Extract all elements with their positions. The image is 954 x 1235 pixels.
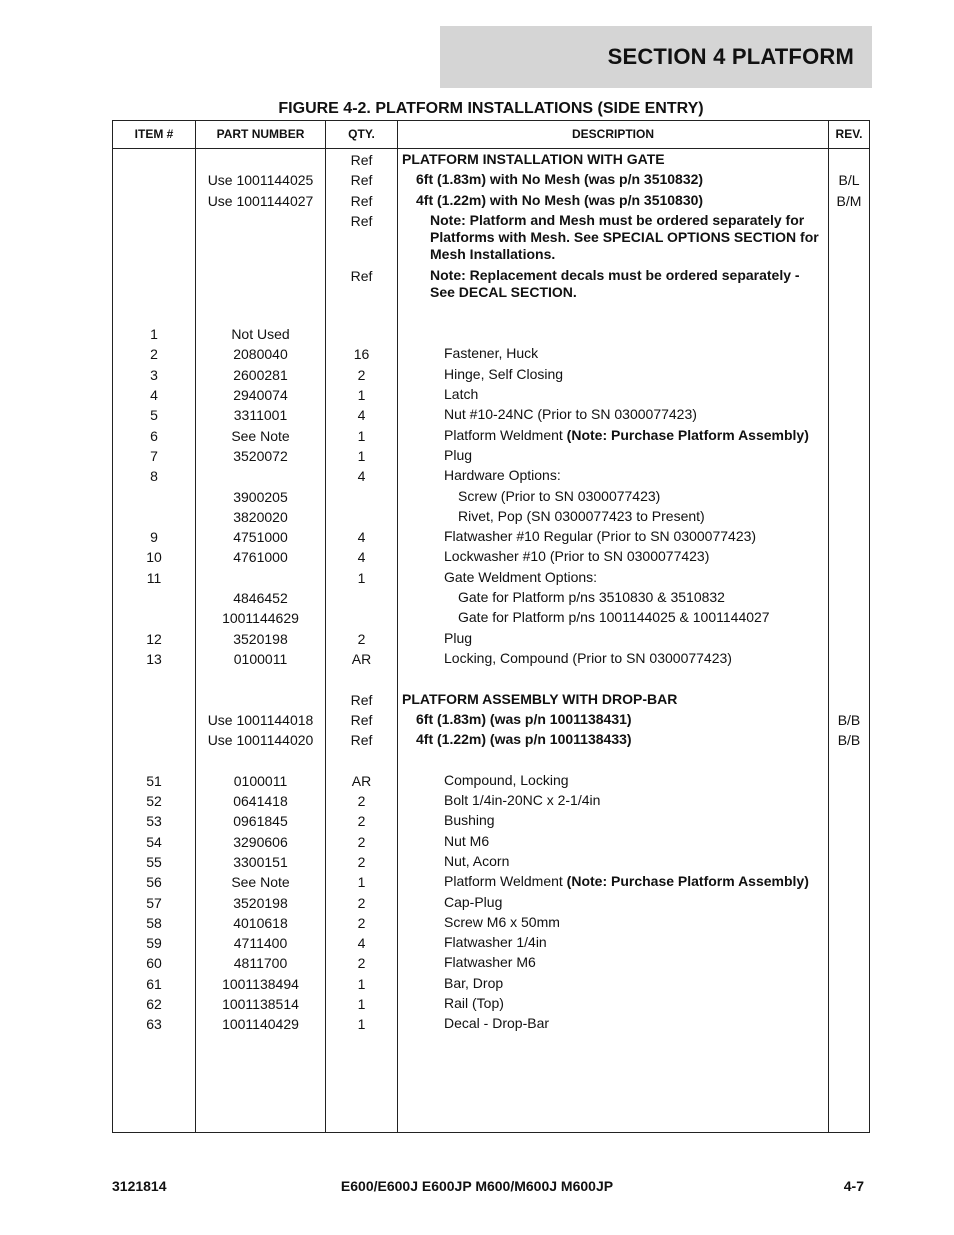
table-row — [113, 170, 869, 190]
table-row — [113, 304, 869, 324]
table-row — [113, 324, 869, 344]
description-text: Hardware Options: — [444, 467, 561, 484]
table-row — [113, 710, 869, 730]
description-text: Platform Weldment — [444, 873, 567, 890]
quantity: 2 — [357, 894, 366, 911]
description — [398, 568, 820, 586]
description-text: PLATFORM ASSEMBLY WITH DROP-BAR — [402, 690, 678, 707]
table-row — [113, 791, 869, 811]
item-number: 57 — [146, 894, 162, 911]
page-number: 4-7 — [843, 1178, 864, 1194]
description — [398, 1014, 820, 1032]
description — [398, 405, 820, 423]
part-number: 3520198 — [233, 630, 288, 647]
quantity: 2 — [357, 366, 366, 383]
description-text: Compound, Locking — [444, 771, 569, 788]
quantity: 2 — [357, 833, 366, 850]
part-number: 3290606 — [233, 833, 288, 850]
item-number: 63 — [146, 1016, 162, 1033]
description-text: Bar, Drop — [444, 974, 504, 991]
description-text: Gate Weldment Options: — [444, 568, 598, 585]
part-number: See Note — [231, 427, 290, 444]
quantity: 2 — [357, 914, 366, 931]
description-text: Platform Weldment — [444, 426, 567, 443]
description-text: Locking, Compound (Prior to SN 0300077423) — [444, 649, 732, 666]
description — [398, 211, 820, 263]
item-number: 3 — [150, 366, 158, 383]
part-number: Use 1001144025 — [207, 172, 314, 189]
quantity: Ref — [350, 711, 373, 728]
quantity: 1 — [357, 1016, 366, 1033]
description-text: Plug — [444, 446, 473, 463]
quantity: 2 — [357, 955, 366, 972]
table-row — [113, 588, 869, 608]
quantity: 1 — [357, 387, 366, 404]
quantity: Ref — [350, 192, 373, 209]
description-text: Lockwasher #10 (Prior to SN 0300077423) — [444, 548, 710, 565]
description-text: 4ft (1.22m) with No Mesh (was p/n 3510830) — [416, 191, 704, 208]
table-row — [113, 466, 869, 486]
quantity: 1 — [357, 427, 366, 444]
table-row — [113, 1014, 869, 1034]
table-row — [113, 608, 869, 628]
description — [398, 629, 820, 647]
description — [398, 487, 820, 505]
part-number: 4811700 — [233, 955, 288, 972]
part-number: 2600281 — [233, 366, 288, 383]
part-number: Use 1001144027 — [207, 192, 314, 209]
quantity: Ref — [350, 691, 373, 708]
table-row — [113, 487, 869, 507]
part-number: 4751000 — [233, 529, 288, 546]
quantity: 1 — [357, 975, 366, 992]
table-row — [113, 974, 869, 994]
section-title: SECTION 4 PLATFORM — [607, 44, 854, 69]
quantity: Ref — [350, 212, 373, 229]
parts-table — [112, 120, 870, 1133]
description-text: Nut M6 — [444, 832, 490, 849]
description — [398, 710, 820, 728]
description — [398, 933, 820, 951]
table-row — [113, 893, 869, 913]
part-number: 3311001 — [233, 407, 288, 424]
description — [398, 669, 820, 670]
part-number: 3520198 — [233, 894, 288, 911]
description-text: 4ft (1.22m) (was p/n 1001138433) — [416, 731, 632, 748]
description-text: 6ft (1.83m) with No Mesh (was p/n 3510832) — [416, 171, 704, 188]
part-number: Use 1001144018 — [207, 711, 314, 728]
part-number: 4711400 — [233, 935, 288, 952]
part-number: 0100011 — [233, 650, 288, 667]
table-row — [113, 191, 869, 211]
description — [398, 649, 820, 667]
revision: B/M — [836, 192, 862, 209]
header-divider — [113, 148, 869, 149]
quantity: 1 — [357, 569, 366, 586]
description-text: Bolt 1/4in-20NC x 2-1/4in — [444, 792, 601, 809]
section-header — [440, 26, 872, 88]
description-text: Plug — [444, 629, 473, 646]
description — [398, 832, 820, 850]
description — [398, 344, 820, 362]
quantity: 1 — [357, 447, 366, 464]
description-text: Gate for Platform p/ns 1001144025 & 1001144027 — [458, 609, 770, 626]
item-number: 4 — [150, 387, 158, 404]
table-row — [113, 405, 869, 425]
quantity: Ref — [350, 732, 373, 749]
quantity: 2 — [357, 853, 366, 870]
doc-number: 3121814 — [112, 1178, 167, 1194]
quantity: 2 — [357, 793, 366, 810]
table-row — [113, 811, 869, 831]
quantity: 4 — [357, 407, 366, 424]
part-number: 0961845 — [233, 813, 288, 830]
description-text: Decal - Drop-Bar — [444, 1015, 550, 1032]
column-header-description: DESCRIPTION — [571, 127, 654, 141]
description-text: Rail (Top) — [444, 994, 504, 1011]
item-number: 13 — [146, 650, 162, 667]
description — [398, 527, 820, 545]
quantity: 2 — [357, 813, 366, 830]
description-text: Flatwasher M6 — [444, 954, 536, 971]
part-number: 4010618 — [233, 914, 288, 931]
description — [398, 852, 820, 870]
table-row — [113, 913, 869, 933]
description — [398, 304, 820, 305]
table-row — [113, 872, 869, 892]
description-text: Fastener, Huck — [444, 345, 539, 362]
description — [398, 872, 820, 890]
description-text: 6ft (1.83m) (was p/n 1001138431) — [416, 710, 632, 727]
table-row — [113, 446, 869, 466]
part-number: 2080040 — [233, 346, 288, 363]
item-number: 51 — [146, 772, 162, 789]
table-row — [113, 426, 869, 446]
description — [398, 893, 820, 911]
item-number: 59 — [146, 935, 162, 952]
table-row — [113, 150, 869, 170]
description — [398, 750, 820, 751]
description-text: Bushing — [444, 812, 495, 829]
item-number: 5 — [150, 407, 158, 424]
part-number: 3900205 — [233, 488, 288, 505]
description — [398, 385, 820, 403]
description-text: PLATFORM INSTALLATION WITH GATE — [402, 151, 665, 167]
table-row — [113, 385, 869, 405]
part-number: 4761000 — [233, 549, 288, 566]
item-number: 1 — [150, 326, 158, 343]
table-row — [113, 832, 869, 852]
item-number: 55 — [146, 853, 162, 870]
table-row — [113, 690, 869, 710]
table-row — [113, 730, 869, 750]
part-number: Not Used — [231, 326, 290, 343]
column-header-part-number: PART NUMBER — [216, 127, 305, 141]
item-number: 53 — [146, 813, 162, 830]
description — [398, 791, 820, 809]
revision: B/B — [837, 711, 861, 728]
part-number: 0641418 — [233, 793, 288, 810]
table-row — [113, 211, 869, 266]
description-text: Flatwasher #10 Regular (Prior to SN 0300077423) — [444, 528, 757, 545]
quantity: 1 — [357, 995, 366, 1012]
description — [398, 730, 820, 748]
revision: B/B — [837, 732, 861, 749]
description — [398, 365, 820, 383]
description-text: Flatwasher 1/4in — [444, 934, 547, 951]
quantity: 4 — [357, 935, 366, 952]
description-text: Nut #10-24NC (Prior to SN 0300077423) — [444, 406, 697, 423]
model-list: E600/E600J E600JP M600/M600J M600JP — [340, 1178, 614, 1194]
description — [398, 507, 820, 525]
part-number: 1001144629 — [222, 610, 299, 627]
description-text: Cap-Plug — [444, 893, 503, 910]
table-row — [113, 629, 869, 649]
part-number: 4846452 — [233, 590, 288, 607]
quantity: Ref — [350, 267, 373, 284]
description-text: Screw (Prior to SN 0300077423) — [458, 487, 661, 504]
description-text: Screw M6 x 50mm — [444, 913, 560, 930]
revision: B/L — [838, 172, 860, 189]
quantity: AR — [351, 650, 372, 667]
quantity: 4 — [357, 468, 366, 485]
quantity: 2 — [357, 630, 366, 647]
description — [398, 547, 820, 565]
description — [398, 191, 820, 209]
description — [398, 953, 820, 971]
table-row — [113, 344, 869, 364]
item-number: 10 — [146, 549, 162, 566]
table-row — [113, 953, 869, 973]
item-number: 6 — [150, 427, 158, 444]
part-number: 3520072 — [233, 447, 288, 464]
item-number: 2 — [150, 346, 158, 363]
description — [398, 266, 820, 301]
description — [398, 150, 820, 168]
part-number: Use 1001144020 — [207, 732, 314, 749]
part-number: 0100011 — [233, 772, 288, 789]
description-text: Note: Platform and Mesh must be ordered separately for Platforms with Mesh. See SPECIAL OPTIONS SECTION for Mesh Installations. — [430, 211, 819, 262]
table-row — [113, 669, 869, 689]
table-row — [113, 568, 869, 588]
item-number: 8 — [150, 468, 158, 485]
description-text: Latch — [444, 386, 479, 403]
description — [398, 913, 820, 931]
item-number: 62 — [146, 995, 162, 1012]
quantity: Ref — [350, 172, 373, 189]
item-number: 56 — [146, 874, 162, 891]
item-number: 9 — [150, 529, 158, 546]
table-row — [113, 266, 869, 304]
description — [398, 588, 820, 606]
description-text: Gate for Platform p/ns 3510830 & 3510832 — [458, 589, 725, 606]
quantity: Ref — [350, 152, 373, 168]
table-body — [113, 150, 869, 1035]
description-note: (Note: Purchase Platform Assembly) — [566, 873, 809, 890]
part-number: 1001138494 — [222, 975, 299, 992]
description-text: Rivet, Pop (SN 0300077423 to Present) — [458, 507, 705, 524]
item-number: 54 — [146, 833, 162, 850]
item-number: 61 — [146, 975, 162, 992]
table-row — [113, 750, 869, 770]
description — [398, 170, 820, 188]
part-number: 3820020 — [233, 508, 288, 525]
table-row — [113, 365, 869, 385]
part-number: 2940074 — [233, 387, 288, 404]
quantity: 16 — [353, 346, 370, 363]
column-header-rev: REV. — [835, 127, 863, 141]
item-number: 52 — [146, 793, 162, 810]
description-text: Note: Replacement decals must be ordered separately - See DECAL SECTION. — [430, 266, 800, 300]
figure-title: FIGURE 4-2. PLATFORM INSTALLATIONS (SIDE ENTRY) — [278, 100, 704, 117]
quantity: 4 — [357, 549, 366, 566]
table-row — [113, 507, 869, 527]
table-row — [113, 771, 869, 791]
description — [398, 994, 820, 1012]
description-note: (Note: Purchase Platform Assembly) — [566, 426, 809, 443]
part-number: See Note — [231, 874, 290, 891]
part-number: 3300151 — [233, 853, 288, 870]
column-header-qty: QTY. — [348, 127, 375, 141]
item-number: 7 — [150, 447, 158, 464]
item-number: 11 — [146, 569, 162, 586]
item-number: 12 — [146, 630, 162, 647]
quantity: 4 — [357, 529, 366, 546]
table-row — [113, 547, 869, 567]
description-text: Nut, Acorn — [444, 852, 510, 869]
item-number: 60 — [146, 955, 162, 972]
description — [398, 466, 820, 484]
description — [398, 690, 820, 708]
table-row — [113, 649, 869, 669]
table-row — [113, 994, 869, 1014]
quantity: AR — [351, 772, 372, 789]
table-row — [113, 933, 869, 953]
part-number: 1001140429 — [222, 1016, 299, 1033]
description — [398, 974, 820, 992]
description — [398, 608, 820, 626]
part-number: 1001138514 — [222, 995, 299, 1012]
table-row — [113, 852, 869, 872]
table-row — [113, 527, 869, 547]
description — [398, 446, 820, 464]
column-header-item: ITEM # — [134, 127, 174, 141]
description — [398, 811, 820, 829]
description-text: Hinge, Self Closing — [444, 365, 564, 382]
item-number: 58 — [146, 914, 162, 931]
quantity: 1 — [357, 874, 366, 891]
description — [398, 426, 820, 444]
description — [398, 324, 820, 325]
description — [398, 771, 820, 789]
